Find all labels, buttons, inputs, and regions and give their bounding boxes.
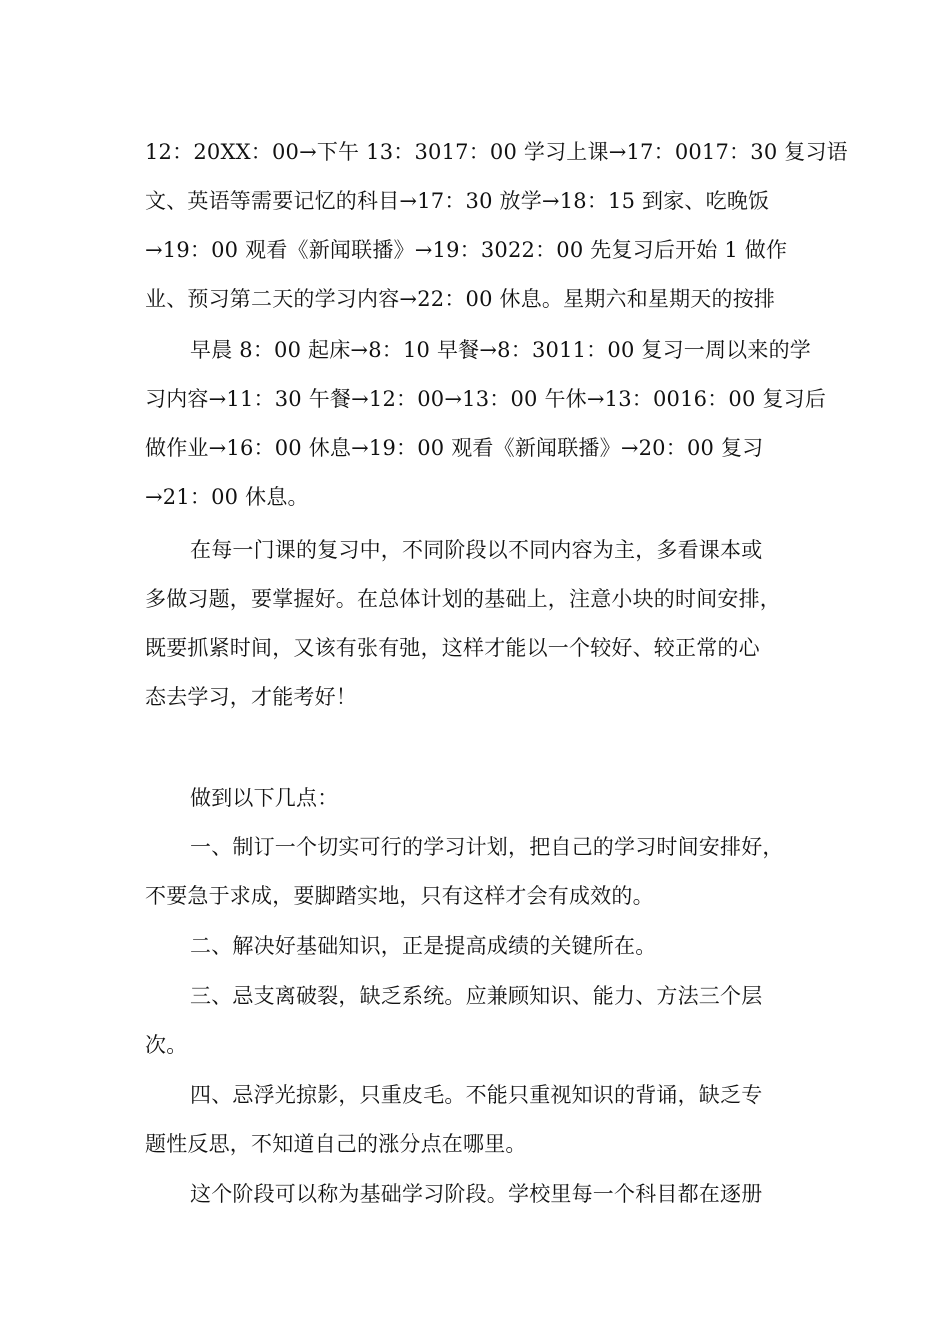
weekend-schedule-line-4: →21：00 休息。 xyxy=(145,485,309,509)
point-three-line-2: 次。 xyxy=(145,1033,188,1057)
review-paragraph-line-4: 态去学习，才能考好！ xyxy=(145,685,357,709)
points-intro: 做到以下几点： xyxy=(190,786,339,810)
weekday-schedule-line-4: 业、预习第二天的学习内容→22：00 休息。星期六和星期天的按排 xyxy=(145,287,776,311)
weekday-schedule-line-1: 12：20XX：00→下午 13：3017：00 学习上课→17：0017：30 复习语 xyxy=(145,140,848,164)
review-paragraph-line-1: 在每一门课的复习中，不同阶段以不同内容为主，多看课本或 xyxy=(190,538,763,562)
review-paragraph-line-2: 多做习题，要掌握好。在总体计划的基础上，注意小块的时间安排， xyxy=(145,587,781,611)
point-four-line-1: 四、忌浮光掠影，只重皮毛。不能只重视知识的背诵，缺乏专 xyxy=(190,1083,763,1107)
point-one-line-1: 一、制订一个切实可行的学习计划，把自己的学习时间安排好， xyxy=(190,835,784,859)
point-three-line-1: 三、忌支离破裂，缺乏系统。应兼顾知识、能力、方法三个层 xyxy=(190,984,763,1008)
closing-line: 这个阶段可以称为基础学习阶段。学校里每一个科目都在逐册 xyxy=(190,1182,763,1206)
point-two-line-1: 二、解决好基础知识，正是提高成绩的关键所在。 xyxy=(190,934,657,958)
point-four-line-2: 题性反思，不知道自己的涨分点在哪里。 xyxy=(145,1132,527,1156)
weekday-schedule-line-3: →19：00 观看《新闻联播》→19：3022：00 先复习后开始 1 做作 xyxy=(145,238,788,262)
review-paragraph-line-3: 既要抓紧时间，又该有张有弛，这样才能以一个较好、较正常的心 xyxy=(145,636,760,660)
weekend-schedule-line-2: 习内容→11：30 午餐→12：00→13：00 午休→13：0016：00 复习后 xyxy=(145,387,827,411)
weekend-schedule-line-1: 早晨 8：00 起床→8：10 早餐→8：3011：00 复习一周以来的学 xyxy=(190,338,811,362)
point-one-line-2: 不要急于求成，要脚踏实地，只有这样才会有成效的。 xyxy=(145,884,654,908)
weekday-schedule-line-2: 文、英语等需要记忆的科目→17：30 放学→18：15 到家、吃晚饭 xyxy=(145,189,770,213)
weekend-schedule-line-3: 做作业→16：00 休息→19：00 观看《新闻联播》→20：00 复习 xyxy=(145,436,764,460)
